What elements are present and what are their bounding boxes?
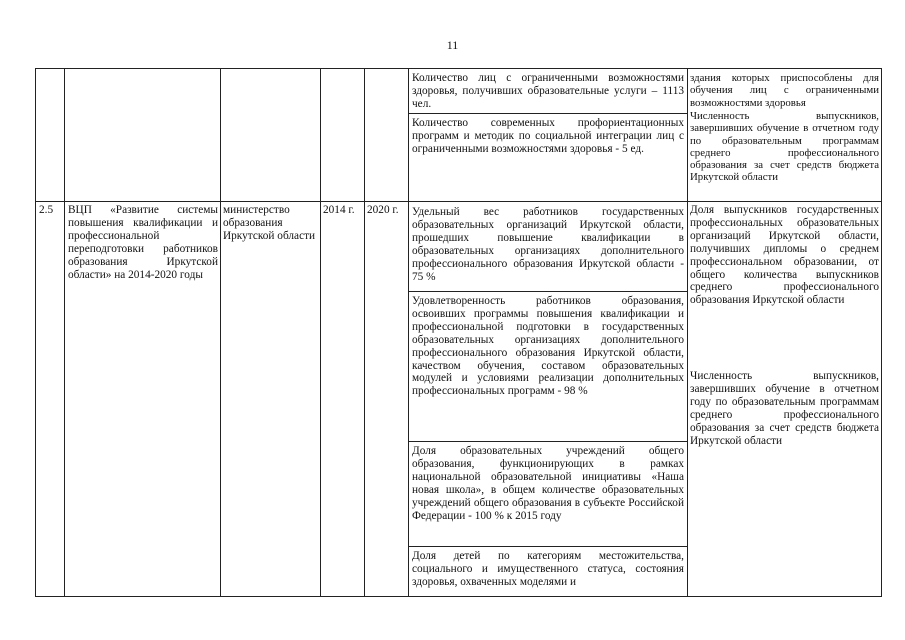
col-line xyxy=(64,68,65,597)
indicator-cell: Количество современных профориентационных программ и методик по социальной интеграции лиц с ограниченными возможностями здоровья - 5 ед. xyxy=(412,117,684,155)
col-line xyxy=(364,68,365,597)
page-number: 11 xyxy=(446,38,459,52)
row-separator xyxy=(35,201,882,202)
col-line xyxy=(320,68,321,597)
measure-cell: Доля выпускников государственных профессиональных образовательных организаций Иркутской области, получивших дипломы о среднем профессиональном образовании, от общего количества выпускников среднего профессионального образования Иркутской области xyxy=(690,204,879,307)
cell-separator xyxy=(408,291,687,292)
indicator-cell: Количество лиц с ограниченными возможностями здоровья, получивших образовательные услуги – 1113 чел. xyxy=(412,72,684,110)
row-number: 2.5 xyxy=(39,204,54,216)
col-line xyxy=(687,68,688,597)
program-name: ВЦП «Развитие системы повышения квалификации и профессиональной переподготовки работников образования Иркутской области» на 2014-2020 годы xyxy=(68,204,218,281)
cell-separator xyxy=(408,113,687,114)
col-line xyxy=(220,68,221,597)
measure-cell: Численность выпускников, завершивших обучение в отчетном году по образовательным программам среднего профессионального образования за счет средств бюджета Иркутской области xyxy=(690,370,879,447)
cell-separator xyxy=(408,546,687,547)
indicator-cell: Удовлетворенность работников образования, освоивших программы повышения квалификации и профессиональной подготовки в государственных образовательных организациях дополнительного профессионального образования Иркутской области, качеством обучения, составом образовательных модулей и условиями реализации дополнительных профессиональных программ - 98 % xyxy=(412,295,684,398)
indicator-cell: Доля детей по категориям местожительства, социального и имущественного статуса, состояния здоровья, охваченных моделями и xyxy=(412,550,684,588)
measure-cell: Численность выпускников, завершивших обучение в отчетном году по образовательным программам среднего профессионального образования за счет средств бюджета Иркутской области xyxy=(690,110,879,184)
table-border-top xyxy=(35,68,882,69)
start-year: 2014 г. xyxy=(323,204,355,216)
col-line xyxy=(35,68,36,597)
measure-cell: здания которых приспособлены для обучения лиц с ограниченными возможностями здоровья xyxy=(690,72,879,109)
responsible-agency: министерство образования Иркутской области xyxy=(223,204,316,242)
indicator-cell: Удельный вес работников государственных образовательных организаций Иркутской области, прошедших повышение квалификации в образовательных организациях дополнительного профессионального образования Иркутской области - 75 % xyxy=(412,206,684,283)
cell-separator xyxy=(408,441,687,442)
col-line xyxy=(881,68,882,597)
table-border-bottom xyxy=(35,596,882,597)
col-line xyxy=(408,68,409,597)
end-year: 2020 г. xyxy=(367,204,399,216)
indicator-cell: Доля образовательных учреждений общего образования, функционирующих в рамках национальной образовательной инициативы «Наша новая школа», в общем количестве образовательных учреждений общего образования в субъекте Российской Федерации - 100 % к 2015 году xyxy=(412,445,684,522)
